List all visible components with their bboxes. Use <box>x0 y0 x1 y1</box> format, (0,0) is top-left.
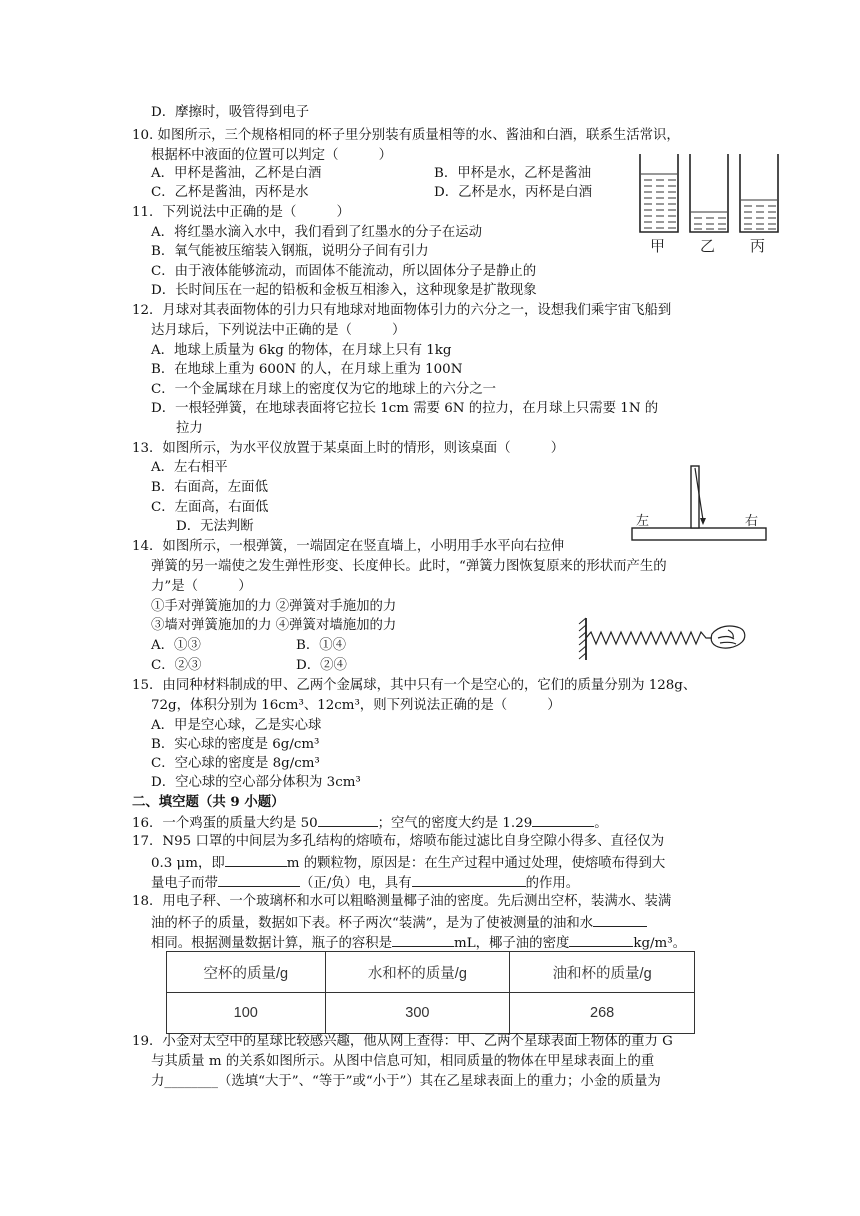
q10-option-b: B．甲杯是水，乙杯是酱油 <box>434 166 592 181</box>
q16-blank-2[interactable] <box>532 812 594 827</box>
q10-stem: 10. 如图所示，三个规格相同的杯子里分别装有质量相等的水、酱油和白酒，联系生活常识， <box>132 128 680 143</box>
q14-stem-cont2: 力”是（ ） <box>151 579 252 594</box>
table-header-row <box>167 952 695 993</box>
q12-option-d: D．一根轻弹簧，在地球表面将它拉长 1cm 需要 6N 的拉力，在月球上只需要 1N 的 <box>151 401 659 416</box>
hand-icon <box>711 626 745 648</box>
plumb-bob <box>700 518 706 525</box>
q12-option-d-cont: 拉力 <box>176 421 203 436</box>
q16-text-1: 16．一个鸡蛋的质量大约是 50 <box>132 816 318 831</box>
table-header: 水和杯的质量/g <box>325 952 510 993</box>
q16-text-3: 。 <box>594 816 608 831</box>
q14-option-b: B．①④ <box>296 638 347 653</box>
table-header: 空杯的质量/g <box>167 952 326 993</box>
q18-blank-3[interactable] <box>569 932 633 947</box>
q18-text-3: mL，椰子油的密度 <box>454 936 570 951</box>
q14-options-1: ①手对弹簧施加的力 ②弹簧对手施加的力 <box>151 599 397 614</box>
q18-line-2 <box>151 912 647 933</box>
cup-jia-liquid <box>641 174 677 228</box>
level-upright <box>691 466 699 528</box>
level-label-left: 左 <box>636 514 650 529</box>
table-header: 油和杯的质量/g <box>510 952 695 993</box>
spring-figure <box>578 614 748 664</box>
q15-stem: 15．由同种材料制成的甲、乙两个金属球，其中只有一个是空心的，它们的质量分别为 128g、 <box>132 678 697 693</box>
table-cell: 300 <box>325 993 510 1034</box>
q16-blank-1[interactable] <box>318 812 378 827</box>
q14-options-2: ③墙对弹簧施加的力 ④弹簧对墙施加的力 <box>151 618 397 633</box>
q12-stem: 12．月球对其表面物体的引力只有地球对地面物体引力的六分之一，设想我们乘宇宙飞船到 <box>132 303 672 318</box>
q15-option-a: A．甲是空心球，乙是实心球 <box>151 718 322 733</box>
q17-blank-1[interactable] <box>225 852 287 867</box>
q18-text-2: 相同。根据测量数据计算，瓶子的容积是 <box>151 936 393 951</box>
q19-stem-cont: 与其质量 m 的关系如图所示。从图中信息可知，相同质量的物体在甲星球表面上的重 <box>151 1054 655 1069</box>
q12-option-c: C．一个金属球在月球上的密度仅为它的地球上的六分之一 <box>151 382 497 397</box>
q17-blank-2[interactable] <box>218 872 300 887</box>
three-cups-figure <box>630 152 780 234</box>
q17-text-1: 0.3 μm，即 <box>151 856 225 871</box>
cup-bing-liquid <box>741 200 777 229</box>
q13-option-d: D．无法判断 <box>176 519 254 534</box>
table-cell: 100 <box>167 993 326 1034</box>
q11-stem: 11．下列说法中正确的是（ ） <box>132 205 350 220</box>
q10-option-c: C．乙杯是酱油，丙杯是水 <box>151 185 309 200</box>
q12-stem-cont: 达月球后，下列说法中正确的是（ ） <box>151 323 406 338</box>
q18-blank-2[interactable] <box>392 932 454 947</box>
q18-blank-1[interactable] <box>593 912 647 927</box>
q11-option-b: B．氧气能被压缩装入钢瓶，说明分子间有引力 <box>151 244 429 259</box>
q15-option-c: C．空心球的密度是 8g/cm³ <box>151 756 320 771</box>
cup-yi <box>690 154 728 232</box>
level-label-right: 右 <box>745 514 759 529</box>
q13-option-c: C．左面高，右面低 <box>151 500 269 515</box>
q16 <box>132 812 608 833</box>
q12-option-b: B．在地球上重为 600N 的人，在月球上重为 100N <box>151 362 463 377</box>
section-2-title: 二、填空题（共 9 小题） <box>132 794 285 810</box>
q16-text-2: ；空气的密度大约是 1.29 <box>377 816 533 831</box>
wall-hatching <box>579 618 586 659</box>
q10-option-d: D．乙杯是水，丙杯是白酒 <box>434 185 593 200</box>
q15-option-d: D．空心球的空心部分体积为 3cm³ <box>151 775 361 790</box>
q10-option-a: A．甲杯是酱油，乙杯是白酒 <box>151 166 322 181</box>
q9-option-d: D．摩擦时，吸管得到电子 <box>151 105 310 120</box>
q10-stem-cont: 根据杯中液面的位置可以判定（ ） <box>151 148 393 163</box>
q17-text-5: 的作用。 <box>525 876 580 891</box>
q17-line-3 <box>151 872 579 893</box>
q18-stem: 18．用电子秤、一个玻璃杯和水可以粗略测量椰子油的密度。先后测出空杯，装满水、装满 <box>132 894 672 909</box>
q14-stem-cont: 弹簧的另一端使之发生弹性形变、长度伸长。此时，“弹簧力图恢复原来的形状而产生的 <box>151 559 667 574</box>
q14-option-d: D．②④ <box>296 658 347 673</box>
q13-option-a: A．左右相平 <box>151 460 228 475</box>
cup-bing <box>740 154 778 232</box>
q14-stem: 14．如图所示，一根弹簧，一端固定在竖直墙上，小明用手水平向右拉伸 <box>132 539 565 554</box>
q19-stem: 19．小金对太空中的星球比较感兴趣，他从网上查得：甲、乙两个星球表面上物体的重力 G <box>132 1034 673 1049</box>
q13-option-b: B．右面高，左面低 <box>151 480 268 495</box>
q13-stem: 13．如图所示，为水平仪放置于某桌面上时的情形，则该桌面（ ） <box>132 441 565 456</box>
spring-coil <box>586 632 712 644</box>
cup-jia <box>640 154 678 232</box>
q18-text-1: 油的杯子的质量，数据如下表。杯子两次“装满”，是为了使被测量的油和水 <box>151 916 594 931</box>
level-instrument-figure <box>628 462 770 548</box>
table-cell: 268 <box>510 993 695 1034</box>
q17-line-2 <box>151 852 665 873</box>
tabletop <box>632 528 766 540</box>
q12-option-a: A．地球上质量为 6kg 的物体，在月球上只有 1kg <box>151 343 452 358</box>
q18-data-table <box>166 951 695 1034</box>
q11-option-c: C．由于液体能够流动，而固体不能流动，所以固体分子是静止的 <box>151 264 537 279</box>
q19-stem-cont2: 力________（选填“大于”、“等于”或“小于”）其在乙星球表面上的重力；小金的质量为 <box>151 1074 661 1089</box>
q15-stem-cont: 72g，体积分别为 16cm³、12cm³，则下列说法正确的是（ ） <box>151 698 561 713</box>
table-row <box>167 993 695 1034</box>
q14-option-a: A．①③ <box>151 638 201 653</box>
q11-option-d: D．长时间压在一起的铅板和金板互相渗入，这种现象是扩散现象 <box>151 283 537 298</box>
q18-line-3 <box>151 932 686 953</box>
cup-yi-liquid <box>691 212 727 229</box>
cup-label-jia: 甲 <box>650 237 666 255</box>
q17-text-3: 量电子而带 <box>151 876 218 891</box>
cup-label-yi: 乙 <box>700 237 716 255</box>
q18-text-4: kg/m³。 <box>633 936 687 951</box>
q11-option-a: A．将红墨水滴入水中，我们看到了红墨水的分子在运动 <box>151 225 483 240</box>
q17-text-4: （正/负）电，具有 <box>299 876 412 891</box>
q17-stem: 17．N95 口罩的中间层为多孔结构的熔喷布，熔喷布能过滤比自身空隙小得多、直径仅为 <box>132 834 665 849</box>
cup-label-bing: 丙 <box>750 237 766 255</box>
q15-option-b: B．实心球的密度是 6g/cm³ <box>151 737 320 752</box>
q17-text-2: m 的颗粒物，原因是：在生产过程中通过处理，使熔喷布得到大 <box>286 856 666 871</box>
q14-option-c: C．②③ <box>151 658 202 673</box>
q17-blank-3[interactable] <box>412 872 526 887</box>
